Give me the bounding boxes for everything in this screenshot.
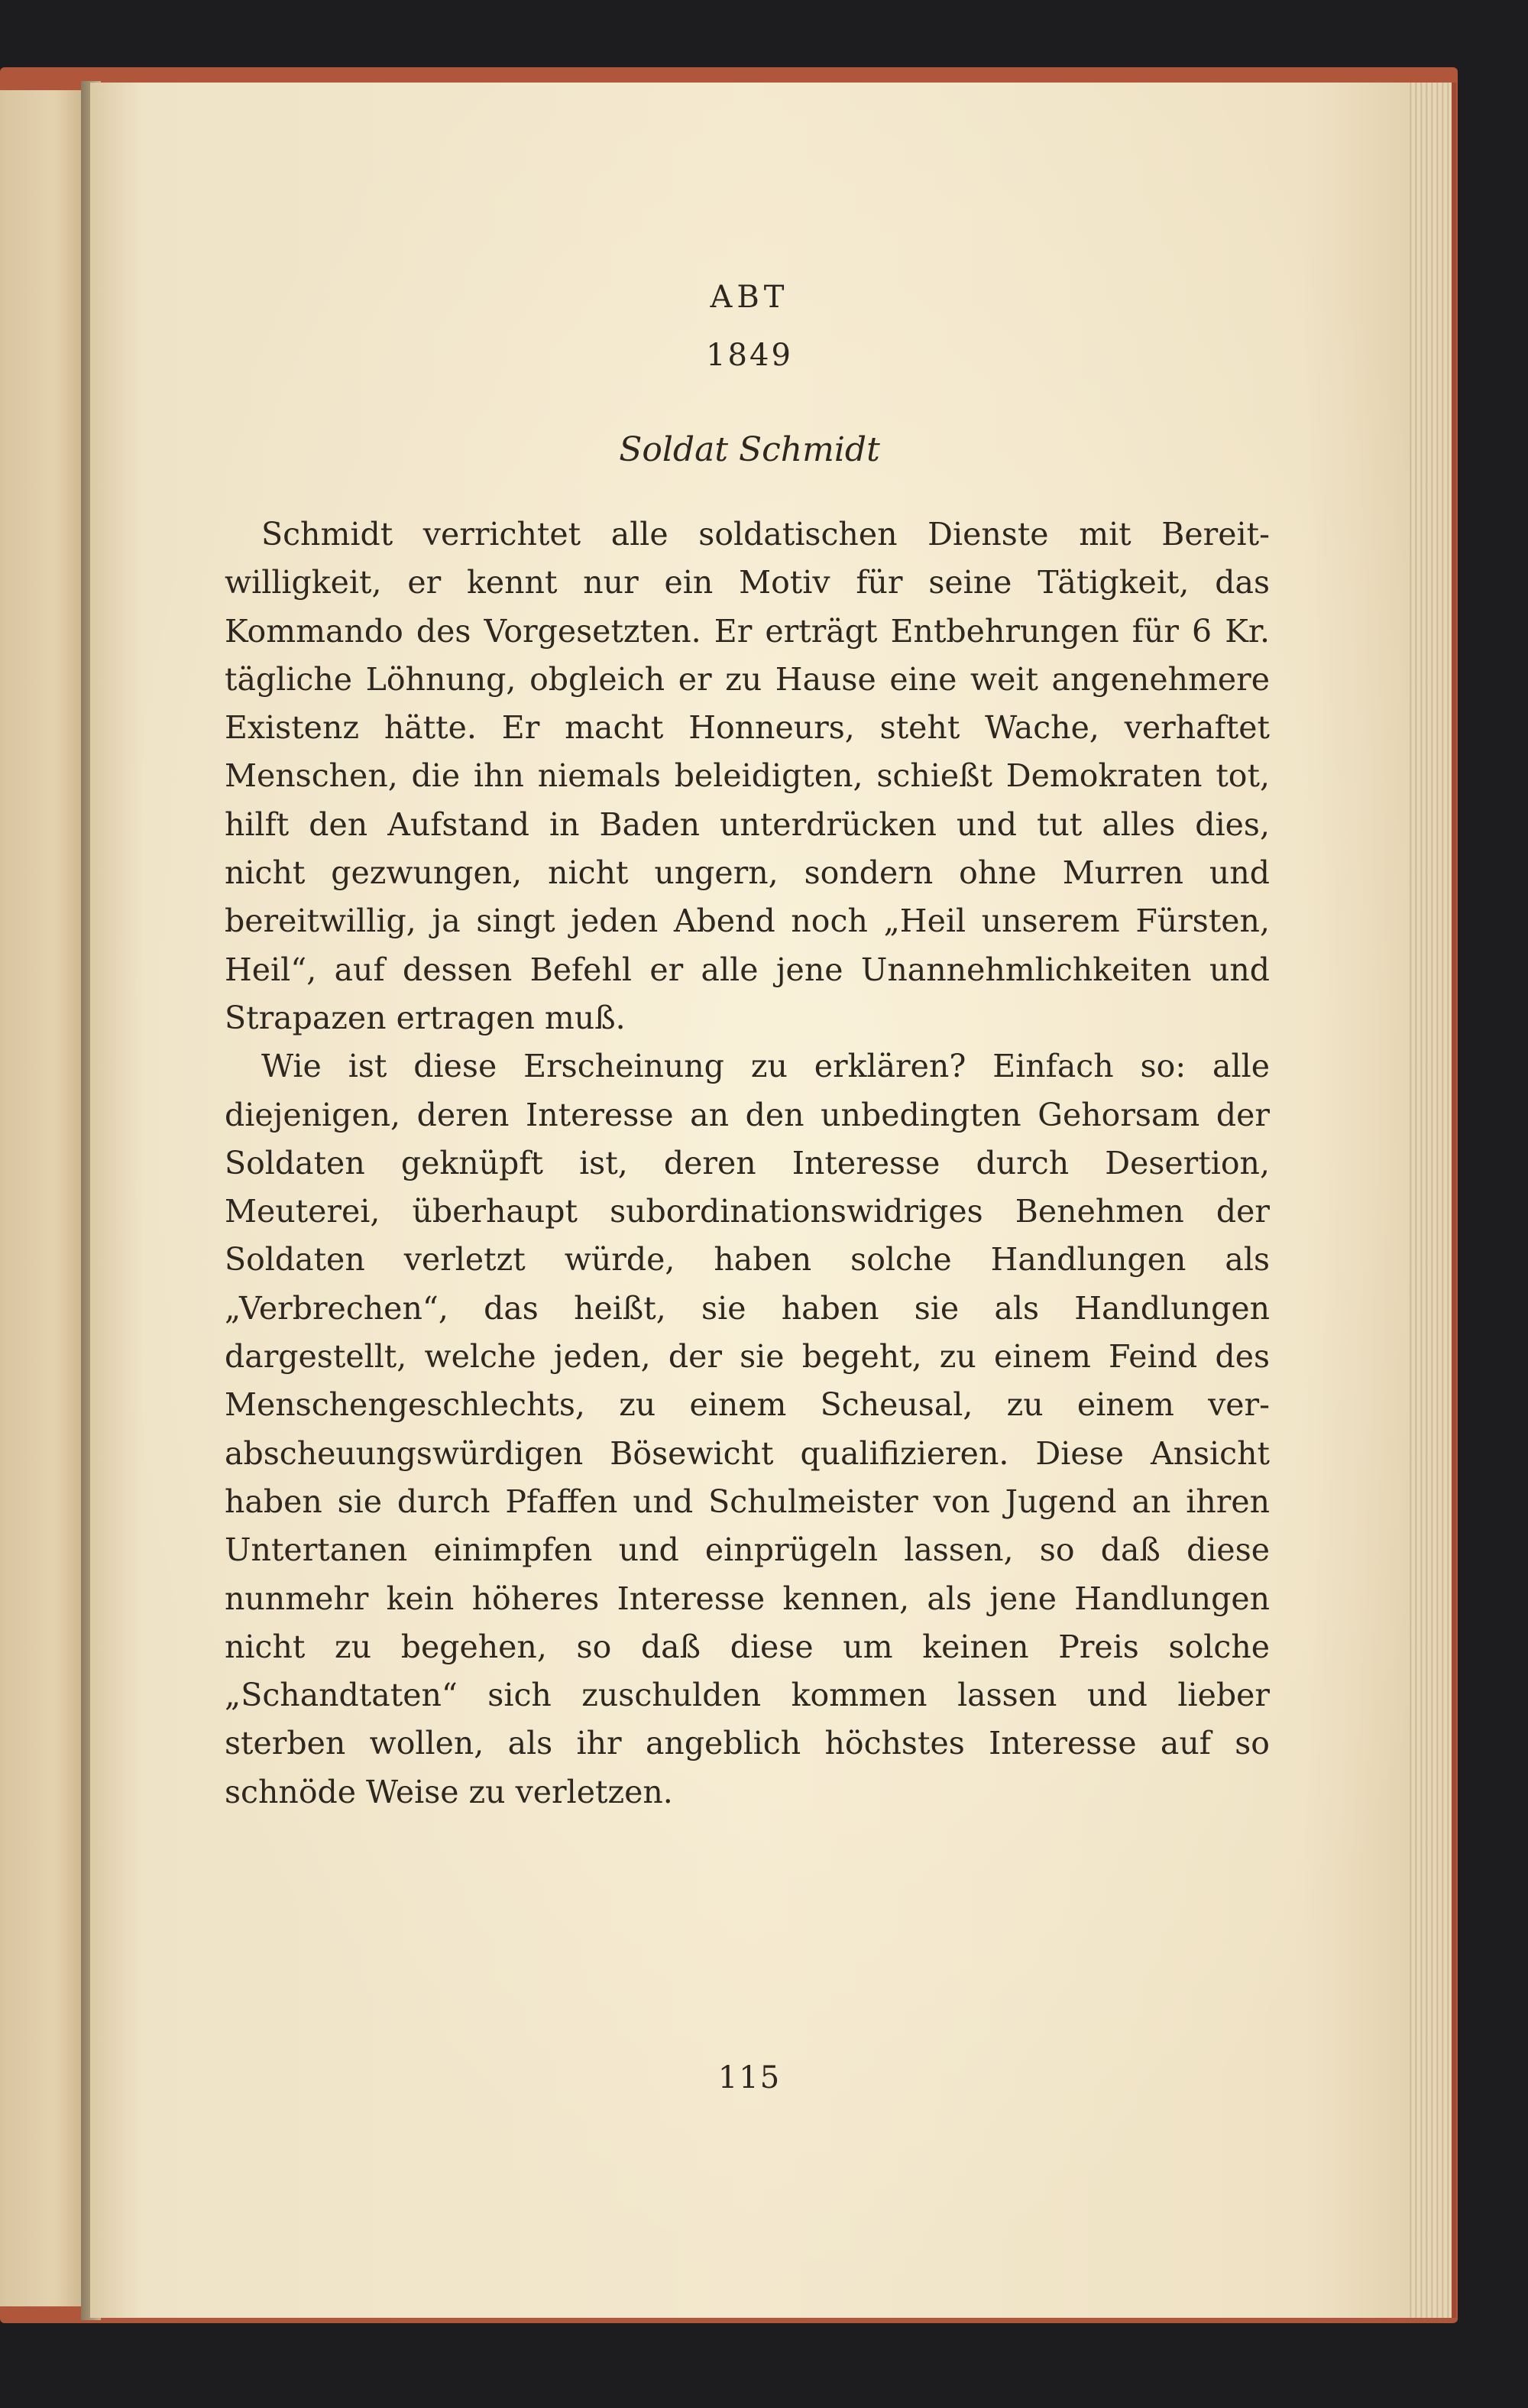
section-title: Soldat Schmidt	[619, 430, 880, 469]
body-text	[225, 510, 1270, 1817]
paragraph-1: Schmidt verrichtet alle soldatischen Dienste mit Bereitwilligkeit, er kennt nur ein Motiv für seine Tätigkeit, das Kommando des Vorgesetzten. Er erträgt Entbehrungen für 6 Kr. tägliche Löhnung, obgleich er zu Hause eine weit angenehmere Existenz hätte. Er macht Honneurs, steht Wache, verhaftet Menschen, die ihn niemals beleidigten, schießt Demokraten tot, hilft den Aufstand in Baden unterdrücken und tut alles dies, nicht gezwungen, nicht ungern, sondern ohne Murren und bereitwillig, ja singt jeden Abend noch „Heil unserem Fürsten, Heil“, auf dessen Befehl er alle jene Unannehmlichkeiten und Strapazen ertragen muß.	[225, 516, 1270, 1036]
book-page	[90, 83, 1409, 2318]
page-number: 115	[717, 2060, 782, 2095]
paragraph-2: Wie ist diese Erscheinung zu erklären? Einfach so: alle diejenigen, deren Interesse an den unbedingten Gehorsam der Soldaten geknüpft ist, deren Interesse durch Desertion, Meuterei, überhaupt subordinationswidriges Benehmen der Soldaten verletzt würde, haben solche Handlungen als „Verbrechen“, das heißt, sie haben sie als Handlungen dargestellt, welche jeden, der sie begeht, zu einem Feind des Menschengeschlechts, zu einem Scheusal, zu einem verabscheuungswürdigen Bösewicht qualifizieren. Diese Ansicht haben sie durch Pfaffen und Schulmeister von Jugend an ihren Untertanen einimpfen und einprügeln lassen, so daß diese nunmehr kein höheres Interesse kennen, als jene Handlungen nicht zu begehen, so daß diese um keinen Preis solche „Schandtaten“ sich zuschulden kommen lassen und lieber sterben wollen, als ihr angeblich höchstes Interesse auf so schnöde Weise zu verletzen.	[225, 1048, 1270, 1810]
previous-page-edge	[0, 90, 90, 2306]
running-head-year: 1849	[706, 338, 793, 373]
running-head-author: ABT	[710, 280, 789, 315]
